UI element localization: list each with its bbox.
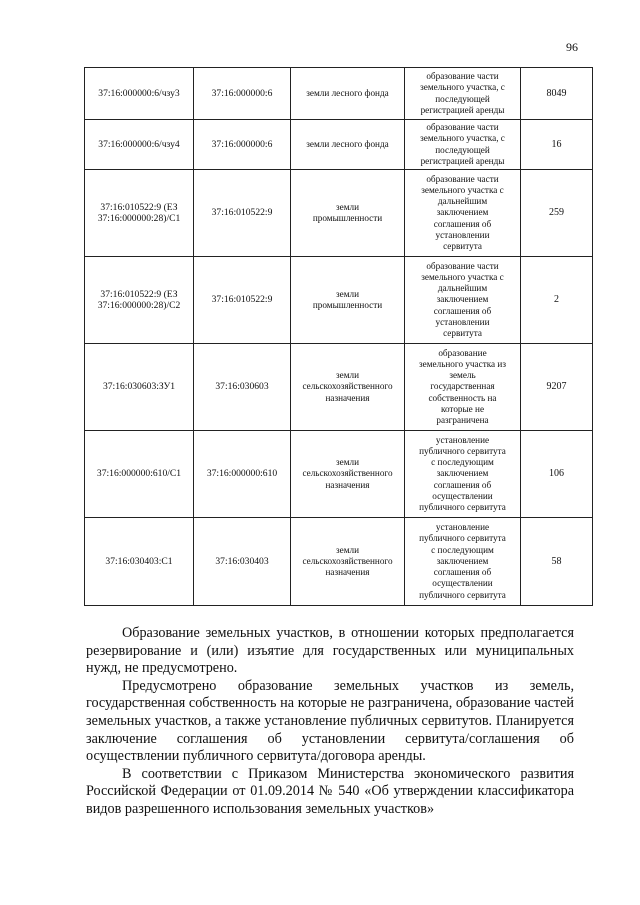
area: 8049 xyxy=(521,68,593,120)
area: 106 xyxy=(521,431,593,518)
purpose: образование части земельного участка с дальнейшим заключением соглашения об установлении сервитута xyxy=(405,257,521,344)
page-number: 96 xyxy=(566,40,578,54)
cadastral-number: 37:16:010522:9 xyxy=(194,257,291,344)
cadastral-number: 37:16:030403 xyxy=(194,518,291,606)
area: 2 xyxy=(521,257,593,344)
area: 259 xyxy=(521,170,593,257)
table-row xyxy=(85,170,593,257)
table-row xyxy=(85,68,593,120)
table-row xyxy=(85,120,593,170)
cadastral-number: 37:16:000000:610 xyxy=(194,431,291,518)
land-category: земли промышленности xyxy=(291,257,405,344)
parcel-designation: 37:16:000000:6/чзу3 xyxy=(85,68,194,120)
parcel-designation: 37:16:010522:9 (ЕЗ 37:16:000000:28)/С2 xyxy=(85,257,194,344)
area: 9207 xyxy=(521,344,593,431)
paragraph: В соответствии с Приказом Министерства экономического развития Российской Федерации от 01.09.2014 № 540 «Об утверждении классификатора видов разрешенного использования земельных участков» xyxy=(86,765,574,817)
cadastral-number: 37:16:000000:6 xyxy=(194,68,291,120)
paragraph: Предусмотрено образование земельных участков из земель, государственная собственность на которые не разграничена, образование частей земельных участков, а также установление публичных сервитутов. Планируется заключение соглашения об установлении сервитута/соглашения об осуществлении публичного сервитута/договора аренды. xyxy=(86,677,574,765)
parcel-designation: 37:16:000000:610/С1 xyxy=(85,431,194,518)
purpose: образование части земельного участка, с последующей регистрацией аренды xyxy=(405,68,521,120)
area: 16 xyxy=(521,120,593,170)
land-category: земли промышленности xyxy=(291,170,405,257)
land-category: земли сельскохозяйственного назначения xyxy=(291,344,405,431)
land-category: земли сельскохозяйственного назначения xyxy=(291,431,405,518)
cadastral-number: 37:16:030603 xyxy=(194,344,291,431)
cadastral-number: 37:16:000000:6 xyxy=(194,120,291,170)
purpose: установление публичного сервитута с последующим заключением соглашения об осуществлении публичного сервитута xyxy=(405,431,521,518)
cadastral-number: 37:16:010522:9 xyxy=(194,170,291,257)
table-row xyxy=(85,344,593,431)
body-text xyxy=(86,625,574,819)
purpose: образование земельного участка из земель государственная собственность на которые не разграничена xyxy=(405,344,521,431)
land-category: земли сельскохозяйственного назначения xyxy=(291,518,405,606)
land-category: земли лесного фонда xyxy=(291,120,405,170)
land-category: земли лесного фонда xyxy=(291,68,405,120)
table-row xyxy=(85,257,593,344)
table-row xyxy=(85,431,593,518)
purpose: образование части земельного участка, с последующей регистрацией аренды xyxy=(405,120,521,170)
area: 58 xyxy=(521,518,593,606)
parcel-designation: 37:16:000000:6/чзу4 xyxy=(85,120,194,170)
parcel-designation: 37:16:010522:9 (ЕЗ 37:16:000000:28)/С1 xyxy=(85,170,194,257)
parcel-designation: 37:16:030403:С1 xyxy=(85,518,194,606)
table-row xyxy=(85,518,593,606)
purpose: установление публичного сервитута с последующим заключением соглашения об осуществлении публичного сервитута xyxy=(405,518,521,606)
land-parcels-table xyxy=(84,67,593,606)
purpose: образование части земельного участка с дальнейшим заключением соглашения об установлении сервитута xyxy=(405,170,521,257)
paragraph: Образование земельных участков, в отношении которых предполагается резервирование и (или) изъятие для государственных или муниципальных нужд, не предусмотрено. xyxy=(86,625,574,677)
parcel-designation: 37:16:030603:ЗУ1 xyxy=(85,344,194,431)
